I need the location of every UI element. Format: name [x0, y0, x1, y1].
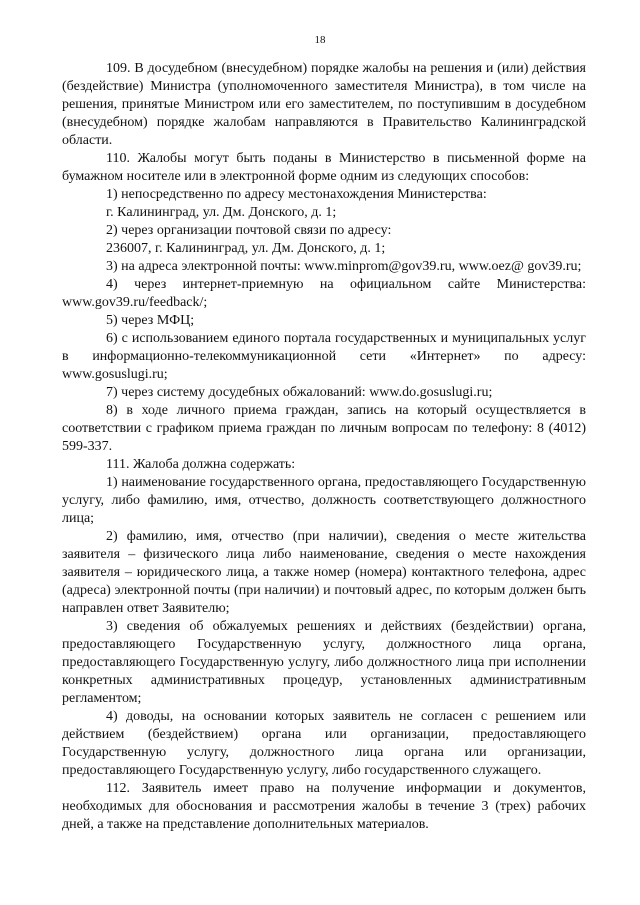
paragraph-109: 109. В досудебном (внесудебном) порядке жалобы на решения и (или) действия (бездействие) Министра (уполномоченного заместителя Министра), в том числе на решения, принятые Министром или его заместителем, по поступившим в досудебном (внесудебном) порядке жалобам направляются в Правительство Калининградской области.: [62, 61, 586, 148]
address-line-1: г. Калининград, ул. Дм. Донского, д. 1;: [106, 205, 337, 220]
list-item-110-4: 4) через интернет-приемную на официальном сайте Министерства: www.gov39.ru/feedback/;: [62, 277, 586, 310]
list-item-111-1: 1) наименование государственного органа, предоставляющего Государственную услугу, либо фамилию, имя, отчество, должность соответствующего должностного лица;: [62, 475, 586, 526]
list-item-111-2: 2) фамилию, имя, отчество (при наличии), сведения о месте жительства заявителя – физического лица либо наименование, сведения о месте нахождения заявителя – юридического лица, а также номер (номера) контактного телефона, адрес (адреса) электронной почты (при наличии) и почтовый адрес, по которым должен быть направлен ответ Заявителю;: [62, 529, 586, 616]
list-item-110-3: 3) на адреса электронной почты: www.minprom@gov39.ru, www.oez@ gov39.ru;: [106, 259, 582, 274]
paragraph-112: 112. Заявитель имеет право на получение информации и документов, необходимых для обоснования и рассмотрения жалобы в течение 3 (трех) рабочих дней, а также на представление дополнительных материалов.: [62, 781, 586, 832]
paragraph-111: 111. Жалоба должна содержать:: [106, 457, 296, 472]
address-line-2: 236007, г. Калининград, ул. Дм. Донского, д. 1;: [106, 241, 386, 256]
paragraph-110: 110. Жалобы могут быть поданы в Министерство в письменной форме на бумажном носителе или в электронной форме одним из следующих способов:: [62, 151, 586, 184]
list-item-110-2: 2) через организации почтовой связи по адресу:: [106, 223, 392, 238]
list-item-110-1: 1) непосредственно по адресу местонахождения Министерства:: [106, 187, 487, 202]
list-item-111-4: 4) доводы, на основании которых заявитель не согласен с решением или действием (бездействием) органа или организации, предоставляющего Государственную услугу, должностного лица органа или организации, предоставляющего Государственную услугу, либо государственного служащего.: [62, 709, 586, 778]
list-item-110-8: 8) в ходе личного приема граждан, запись на который осуществляется в соответствии с графиком приема граждан по личным вопросам по телефону: 8 (4012) 599-337.: [62, 403, 586, 454]
list-item-110-7: 7) через систему досудебных обжалований: www.do.gosuslugi.ru;: [106, 385, 493, 400]
list-item-110-6: 6) с использованием единого портала государственных и муниципальных услуг в информационно-телекоммуникационной сети «Интернет» по адресу: www.gosuslugi.ru;: [62, 331, 586, 382]
document-body: [62, 60, 586, 834]
list-item-110-5: 5) через МФЦ;: [106, 313, 195, 328]
page-number: 18: [314, 34, 326, 46]
list-item-111-3: 3) сведения об обжалуемых решениях и действиях (бездействии) органа, предоставляющего Государственную услугу, должностного лица органа, предоставляющего Государственную услугу, либо должностного лица при исполнении конкретных административных процедур, установленных административным регламентом;: [62, 619, 586, 706]
